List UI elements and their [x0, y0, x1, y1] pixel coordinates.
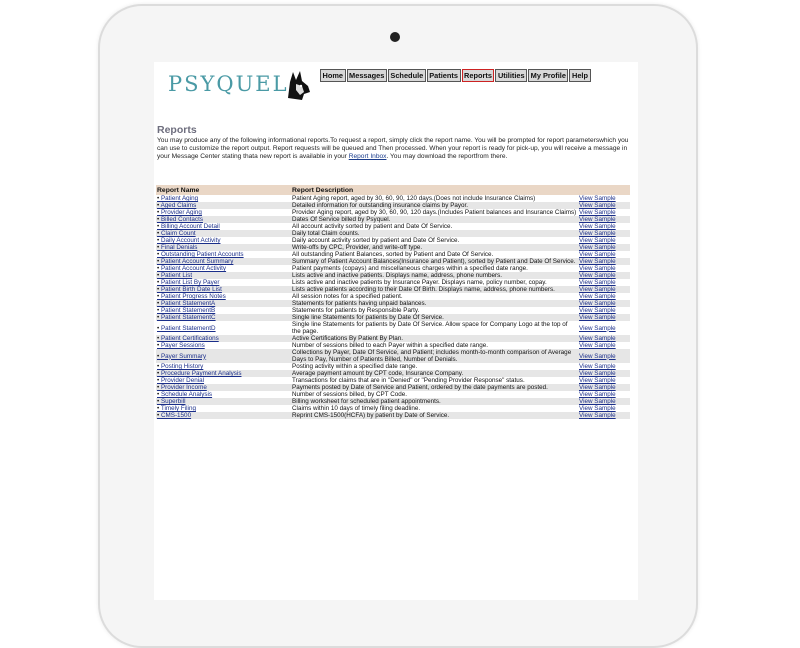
table-row — [156, 258, 630, 265]
report-link[interactable]: • Patient Account Summary — [157, 258, 233, 265]
table-row — [156, 251, 630, 258]
table-row — [156, 202, 630, 209]
report-description-header: Report Description — [291, 185, 578, 195]
report-name-cell — [156, 300, 291, 307]
view-sample-cell — [578, 412, 630, 419]
table-row — [156, 279, 630, 286]
view-sample-link[interactable]: View Sample — [579, 244, 616, 251]
report-name-cell — [156, 272, 291, 279]
report-description: Number of sessions billed to each Payer within a specified date range. — [292, 342, 489, 349]
report-name-cell — [156, 412, 291, 419]
report-description: Reprint CMS-1500(HCFA) by patient by Date of Service. — [291, 412, 578, 419]
table-row — [156, 349, 630, 363]
view-sample-link[interactable]: View Sample — [579, 342, 616, 349]
report-description: All account activity sorted by patient and Date Of Service. — [292, 223, 453, 230]
report-link[interactable]: • Provider Aging — [157, 209, 202, 216]
report-description: Claims within 10 days of timely filing deadline. — [292, 405, 421, 412]
reports-table — [156, 185, 630, 419]
view-sample-cell — [578, 195, 630, 202]
report-description: All outstanding Patient Balances, sorted by Patient and Date Of Service. — [292, 251, 494, 258]
view-sample-link[interactable]: View Sample — [579, 251, 616, 258]
table-row — [156, 342, 630, 349]
tablet-camera — [390, 32, 400, 42]
view-sample-cell — [578, 377, 630, 384]
view-sample-link[interactable]: View Sample — [579, 258, 616, 265]
table-row — [156, 237, 630, 244]
report-link[interactable]: • Patient StatementB — [157, 307, 215, 314]
report-link[interactable]: • Patient Certifications — [157, 335, 219, 342]
report-name-cell — [156, 244, 291, 251]
report-description: Provider Aging report, aged by 30, 60, 90, 120 days.(Includes Patient balances and Insurance Claims) — [292, 209, 577, 216]
view-sample-cell — [578, 230, 630, 237]
app-screen — [154, 62, 638, 600]
report-description: Lists active and inactive patients. Displays name, address, phone numbers. — [291, 272, 578, 279]
view-sample-link[interactable]: View Sample — [579, 398, 616, 405]
report-name-cell — [156, 349, 291, 363]
report-description: Payments posted by Date of Service and Patient, ordered by the date payments are posted. — [291, 384, 578, 391]
report-name-cell — [156, 237, 291, 244]
view-sample-cell — [578, 342, 630, 349]
report-description: Active Certifications By Patient By Plan. — [291, 335, 578, 342]
view-sample-link[interactable]: View Sample — [579, 363, 616, 370]
report-name-cell — [156, 286, 291, 293]
report-name-cell — [156, 230, 291, 237]
report-link[interactable]: • Patient List By Payer — [157, 279, 219, 286]
report-description: Dates Of Service billed by Psyquel. — [291, 216, 578, 223]
table-row — [156, 363, 630, 370]
view-sample-link[interactable]: View Sample — [579, 384, 616, 391]
report-description: Daily account activity sorted by patient and Date Of Service. — [292, 237, 460, 244]
table-row — [156, 314, 630, 321]
view-sample-cell — [578, 335, 630, 342]
view-sample-link[interactable]: View Sample — [579, 352, 616, 360]
nav-tab-utilities[interactable]: Utilities — [495, 69, 527, 82]
report-name-cell — [156, 279, 291, 286]
report-description: Write-offs by CPC, Provider, and write-off type. — [291, 244, 578, 251]
view-sample-cell — [578, 349, 630, 363]
report-description: Posting activity within a specified date range. — [292, 363, 418, 370]
view-sample-link[interactable]: View Sample — [579, 335, 616, 342]
view-sample-link[interactable]: View Sample — [579, 272, 616, 279]
table-row — [156, 377, 630, 384]
report-description: All session notes for a specified patient. — [292, 293, 403, 300]
view-sample-link[interactable]: View Sample — [579, 216, 616, 223]
report-name-cell — [156, 307, 291, 314]
table-row — [156, 384, 630, 391]
view-sample-cell — [578, 237, 630, 244]
report-link[interactable]: • Patient Account Activity — [157, 265, 226, 272]
report-link[interactable]: • Aged Claims — [157, 202, 196, 209]
report-description: Patient Aging report, aged by 30, 60, 90, 120 days.(Does not include Insurance Claims) — [292, 195, 536, 202]
report-name-cell — [156, 321, 291, 335]
report-link[interactable]: • Posting History — [157, 363, 203, 370]
report-description: Single line Statements for patients by Date Of Service. — [291, 314, 578, 321]
view-sample-cell — [578, 370, 630, 377]
table-row — [156, 293, 630, 300]
intro-text-part-2: . You may download the reportfrom there. — [386, 153, 508, 161]
table-row — [156, 391, 630, 398]
view-sample-link[interactable]: View Sample — [579, 209, 616, 216]
report-link[interactable]: • Patient Birth Date List — [157, 286, 222, 293]
report-name-cell — [156, 202, 291, 209]
view-sample-link[interactable]: View Sample — [579, 377, 616, 384]
report-description: Statements for patients by Responsible Party. — [292, 307, 420, 314]
report-link[interactable]: • Superbill — [157, 398, 185, 405]
report-link[interactable]: • Patient Progress Notes — [157, 293, 226, 300]
view-sample-cell — [578, 363, 630, 370]
table-row — [156, 244, 630, 251]
table-row — [156, 405, 630, 412]
view-sample-link[interactable]: View Sample — [579, 314, 616, 321]
report-description: Single line Statements for patients by Date Of Service. Allow space for Company Logo at the top of the page. — [292, 321, 568, 335]
report-name-header: Report Name — [156, 185, 291, 195]
report-link[interactable]: • Billed Contacts — [157, 216, 203, 223]
view-sample-cell — [578, 272, 630, 279]
report-name-cell — [156, 223, 291, 230]
nav-tab-messages[interactable]: Messages — [347, 69, 387, 82]
report-description: Collections by Payer, Date Of Service, and Patient; includes month-to-month comparison of Average Days to Pay, Number of Patients Billed, Number of Denials. — [291, 349, 578, 363]
report-link[interactable]: • Payer Summary — [157, 353, 206, 360]
view-sample-link[interactable]: View Sample — [579, 230, 616, 237]
psyquel-logo: PSYQUEL — [168, 72, 289, 96]
view-sample-link[interactable]: View Sample — [579, 202, 616, 209]
report-description: Number of sessions billed, by CPT Code. — [292, 391, 408, 398]
report-name-cell — [156, 377, 291, 384]
view-sample-cell — [578, 314, 630, 321]
report-description: Statements for patients having unpaid balances. — [291, 300, 578, 307]
report-link[interactable]: • Provider Denial — [157, 377, 204, 384]
sample-header — [578, 185, 630, 195]
report-description: Detailed information for outstanding insurance claims by Payor. — [291, 202, 578, 209]
view-sample-cell — [578, 265, 630, 272]
report-description: Average payment amount by CPT code, Insurance Company. — [291, 370, 578, 377]
view-sample-cell — [578, 202, 630, 209]
view-sample-cell — [578, 244, 630, 251]
view-sample-cell — [578, 286, 630, 293]
table-row — [156, 307, 630, 314]
report-name-cell — [156, 342, 291, 349]
nav-tab-help[interactable]: Help — [569, 69, 590, 82]
view-sample-cell — [578, 391, 630, 398]
view-sample-link[interactable]: View Sample — [579, 370, 616, 377]
table-row — [156, 286, 630, 293]
report-link[interactable]: • Schedule Analysis — [157, 391, 212, 398]
report-name-cell — [156, 265, 291, 272]
intro-text — [157, 137, 635, 161]
nav-tab-patients[interactable]: Patients — [427, 69, 461, 82]
report-link[interactable]: • Outstanding Patient Accounts — [157, 251, 244, 258]
main-navigation — [320, 69, 591, 82]
report-name-cell — [156, 363, 291, 370]
report-name-cell — [156, 370, 291, 377]
view-sample-link[interactable]: View Sample — [579, 237, 616, 244]
report-link[interactable]: • Patient List — [157, 272, 192, 279]
view-sample-link[interactable]: View Sample — [579, 405, 616, 412]
view-sample-cell — [578, 307, 630, 314]
page-title: Reports — [157, 124, 197, 136]
report-link[interactable]: • Final Denials — [157, 244, 197, 251]
table-header-row — [156, 185, 630, 195]
report-name-cell — [156, 209, 291, 216]
report-link[interactable]: • Patient StatementA — [157, 300, 215, 307]
report-name-cell — [156, 216, 291, 223]
view-sample-cell — [578, 209, 630, 216]
report-link[interactable]: • Claim Count — [157, 230, 196, 237]
view-sample-cell — [578, 321, 630, 335]
report-name-cell — [156, 391, 291, 398]
report-inbox-link[interactable]: Report Inbox — [348, 153, 387, 161]
intro-text-part-1: You may produce any of the following informational reports.To request a report, simply click the report name. You will be prompted for report parameterswhich you can use to customize the report output. Report requests will be queued and Then processed. When your report is ready for pick-up, you will receive a message in your Message Center stating thata new report is available in your — [157, 137, 629, 161]
report-description: Daily total Claim counts. — [291, 230, 578, 237]
report-name-cell — [156, 293, 291, 300]
report-link[interactable]: • Billing Account Detail — [157, 223, 220, 230]
report-link[interactable]: • Payer Sessions — [157, 342, 205, 349]
table-row — [156, 209, 630, 216]
table-row — [156, 335, 630, 342]
report-link[interactable]: • CMS-1500 — [157, 412, 191, 419]
report-name-cell — [156, 384, 291, 391]
view-sample-cell — [578, 223, 630, 230]
view-sample-cell — [578, 258, 630, 265]
report-name-cell — [156, 195, 291, 202]
view-sample-link[interactable]: View Sample — [579, 195, 616, 202]
report-description: Transactions for claims that are in "Denied" or "Pending Provider Response" status. — [292, 377, 525, 384]
view-sample-link[interactable]: View Sample — [579, 300, 616, 307]
view-sample-link[interactable]: View Sample — [579, 293, 616, 300]
view-sample-link[interactable]: View Sample — [579, 307, 616, 314]
table-row — [156, 216, 630, 223]
view-sample-link[interactable]: View Sample — [579, 223, 616, 230]
view-sample-cell — [578, 398, 630, 405]
table-row — [156, 321, 630, 335]
report-name-cell — [156, 251, 291, 258]
table-row — [156, 272, 630, 279]
table-row — [156, 195, 630, 202]
report-link[interactable]: • Patient StatementC — [157, 314, 216, 321]
table-row — [156, 223, 630, 230]
report-link[interactable]: • Procedure Payment Analysis — [157, 370, 241, 377]
view-sample-cell — [578, 384, 630, 391]
table-row — [156, 398, 630, 405]
report-description: Lists active patients according to their Date Of Birth. Displays name, address, phone numbers. — [291, 286, 578, 293]
nav-tab-schedule[interactable]: Schedule — [388, 69, 426, 82]
nav-tab-my-profile[interactable]: My Profile — [528, 69, 568, 82]
report-link[interactable]: • Timely Filing — [157, 405, 196, 412]
report-description: Summary of Patient Account Balances(Insurance and Patient), sorted by Patient and Date Of Service. — [291, 258, 578, 265]
view-sample-cell — [578, 279, 630, 286]
table-row — [156, 265, 630, 272]
table-row — [156, 412, 630, 419]
report-name-cell — [156, 314, 291, 321]
report-description: Billing worksheet for scheduled patient appointments. — [291, 398, 578, 405]
nav-tab-home[interactable]: Home — [320, 69, 346, 82]
report-name-cell — [156, 335, 291, 342]
report-link[interactable]: • Daily Account Activity — [157, 237, 220, 244]
view-sample-cell — [578, 216, 630, 223]
nav-tab-reports[interactable]: Reports — [462, 69, 495, 82]
report-link[interactable]: • Provider Income — [157, 384, 207, 391]
report-name-cell — [156, 398, 291, 405]
dog-logo-icon — [284, 68, 312, 102]
view-sample-cell — [578, 251, 630, 258]
view-sample-cell — [578, 300, 630, 307]
report-name-cell — [156, 258, 291, 265]
report-description: Lists active and inactive patients by Insurance Payer. Displays name, policy number, copay. — [292, 279, 547, 286]
table-row — [156, 370, 630, 377]
view-sample-link[interactable]: View Sample — [579, 265, 616, 272]
report-description: Patient payments (copays) and miscellaneous charges within a specified date range. — [292, 265, 528, 272]
view-sample-cell — [578, 405, 630, 412]
report-link[interactable]: • Patient StatementD — [157, 325, 216, 332]
table-row — [156, 300, 630, 307]
table-row — [156, 230, 630, 237]
view-sample-link[interactable]: View Sample — [579, 412, 616, 419]
view-sample-link[interactable]: View Sample — [579, 279, 616, 286]
view-sample-link[interactable]: View Sample — [579, 324, 616, 332]
view-sample-link[interactable]: View Sample — [579, 286, 616, 293]
report-link[interactable]: • Patient Aging — [157, 195, 198, 202]
report-name-cell — [156, 405, 291, 412]
view-sample-cell — [578, 293, 630, 300]
view-sample-link[interactable]: View Sample — [579, 391, 616, 398]
